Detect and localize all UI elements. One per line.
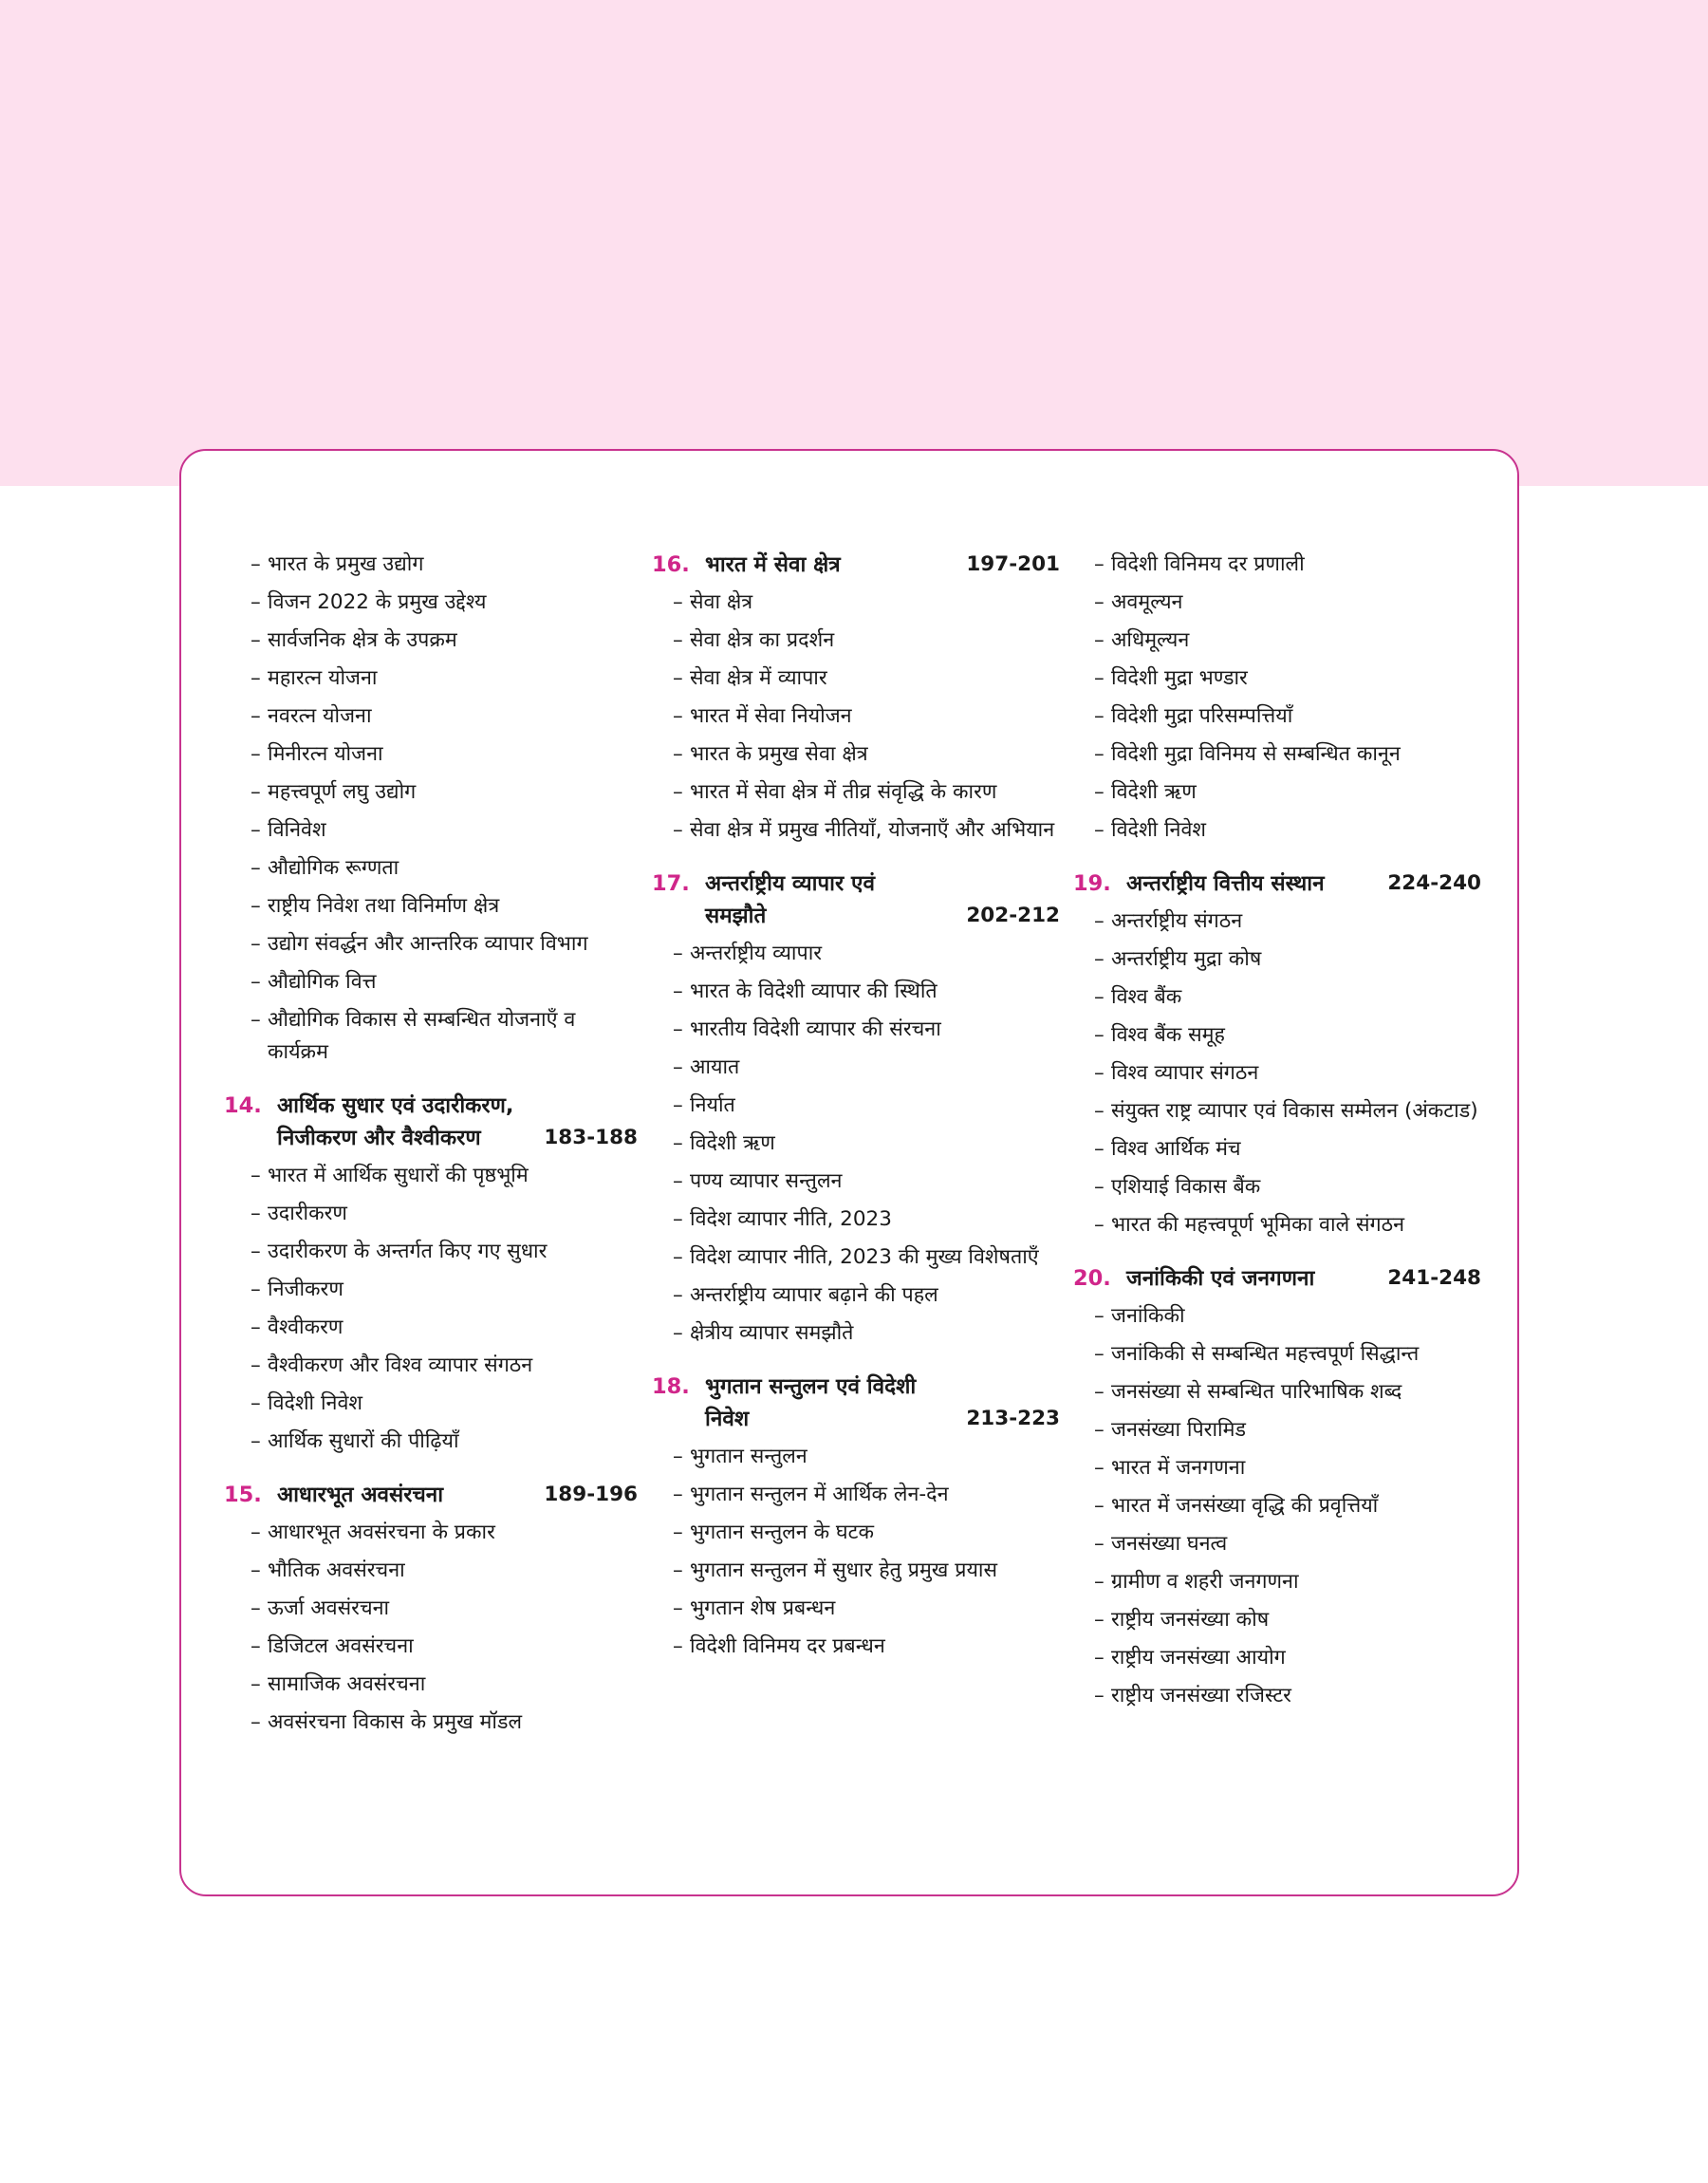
chapter-page-range: 183-188 [544, 1126, 638, 1149]
chapter-number: 19. [1073, 871, 1111, 896]
topic-item: – राष्ट्रीय जनसंख्या कोष [1073, 1604, 1481, 1636]
topic-item: – ऊर्जा अवसंरचना [230, 1593, 638, 1625]
topic-item: – उदारीकरण [230, 1198, 638, 1230]
chapter-page-range: 202-212 [966, 904, 1060, 927]
topic-item: – वैश्वीकरण [230, 1312, 638, 1344]
topic-item: – विदेश व्यापार नीति, 2023 की मुख्य विशेषताएँ [652, 1241, 1060, 1274]
topic-item: – वैश्वीकरण और विश्व व्यापार संगठन [230, 1350, 638, 1382]
topic-item: – विश्व व्यापार संगठन [1073, 1057, 1481, 1090]
topic-item: – अधिमूल्यन [1073, 625, 1481, 657]
topic-item: – भारत के प्रमुख उद्योग [230, 549, 638, 581]
topic-item: – औद्योगिक विकास से सम्बन्धित योजनाएँ व कार्यक्रम [230, 1004, 638, 1069]
topic-item: – भुगतान सन्तुलन [652, 1441, 1060, 1473]
topic-item: – जनसंख्या घनत्व [1073, 1528, 1481, 1560]
chapter-heading [1073, 1262, 1481, 1295]
chapter-number: 14. [224, 1093, 262, 1118]
toc-section [1073, 868, 1481, 1241]
chapter-page-range: 241-248 [1387, 1266, 1481, 1290]
chapter-number: 20. [1073, 1266, 1111, 1291]
chapter-page-range: 224-240 [1387, 871, 1481, 895]
chapter-number: 15. [224, 1483, 262, 1507]
topic-item: – मिनीरत्न योजना [230, 738, 638, 771]
topic-item: – ग्रामीण व शहरी जनगणना [1073, 1566, 1481, 1598]
topic-item: – महारत्न योजना [230, 662, 638, 695]
topic-item: – भुगतान सन्तुलन में सुधार हेतु प्रमुख प्रयास [652, 1555, 1060, 1587]
topic-item: – विदेशी ऋण [652, 1128, 1060, 1160]
topic-item: – राष्ट्रीय जनसंख्या आयोग [1073, 1642, 1481, 1674]
topic-item: – भुगतान सन्तुलन में आर्थिक लेन-देन [652, 1479, 1060, 1511]
topic-list [1073, 549, 1481, 847]
header-band [0, 0, 1708, 486]
topic-item: – विदेश व्यापार नीति, 2023 [652, 1203, 1060, 1236]
chapter-heading [224, 1479, 638, 1511]
toc-section [1073, 1262, 1481, 1712]
topic-item: – आर्थिक सुधारों की पीढ़ियाँ [230, 1426, 638, 1458]
topic-item: – विदेशी मुद्रा भण्डार [1073, 662, 1481, 695]
topic-list [652, 587, 1060, 847]
topic-item: – जनांकिकी से सम्बन्धित महत्त्वपूर्ण सिद्धान्त [1073, 1338, 1481, 1371]
topic-item: – संयुक्त राष्ट्र व्यापार एवं विकास सम्मेलन (अंकटाड) [1073, 1095, 1481, 1128]
contents-column-1 [224, 549, 638, 1745]
topic-item: – अन्तर्राष्ट्रीय मुद्रा कोष [1073, 943, 1481, 976]
chapter-title: भुगतान सन्तुलन एवं विदेशी निवेश [705, 1374, 917, 1431]
topic-item: – विश्व बैंक [1073, 981, 1481, 1014]
topic-item: – क्षेत्रीय व्यापार समझौते [652, 1317, 1060, 1350]
topic-item: – भारत में सेवा नियोजन [652, 700, 1060, 733]
toc-section [224, 1479, 638, 1739]
topic-item: – एशियाई विकास बैंक [1073, 1171, 1481, 1203]
toc-section [224, 1090, 638, 1458]
topic-item: – नवरत्न योजना [230, 700, 638, 733]
topic-item: – आधारभूत अवसंरचना के प्रकार [230, 1517, 638, 1549]
topic-item: – भुगतान शेष प्रबन्धन [652, 1593, 1060, 1625]
topic-list [230, 1517, 638, 1739]
topic-item: – भारत के विदेशी व्यापार की स्थिति [652, 976, 1060, 1008]
topic-item: – विश्व आर्थिक मंच [1073, 1133, 1481, 1166]
topic-item: – सेवा क्षेत्र का प्रदर्शन [652, 625, 1060, 657]
contents-column-3 [1073, 549, 1481, 1718]
topic-item: – अन्तर्राष्ट्रीय व्यापार बढ़ाने की पहल [652, 1279, 1060, 1312]
topic-item: – उदारीकरण के अन्तर्गत किए गए सुधार [230, 1236, 638, 1268]
chapter-page-range: 213-223 [966, 1407, 1060, 1430]
topic-item: – भारत में जनगणना [1073, 1452, 1481, 1484]
chapter-title: आधारभूत अवसंरचना [277, 1483, 444, 1507]
topic-item: – आयात [652, 1052, 1060, 1084]
chapter-heading [652, 549, 1060, 581]
topic-list [230, 1160, 638, 1458]
topic-item: – विदेशी विनिमय दर प्रबन्धन [652, 1631, 1060, 1663]
chapter-number: 17. [652, 871, 690, 896]
topic-item: – अन्तर्राष्ट्रीय व्यापार [652, 938, 1060, 970]
topic-item: – जनसंख्या पिरामिड [1073, 1414, 1481, 1446]
topic-item: – भारत में सेवा क्षेत्र में तीव्र संवृद्धि के कारण [652, 776, 1060, 809]
topic-list [1073, 905, 1481, 1241]
topic-item: – पण्य व्यापार सन्तुलन [652, 1166, 1060, 1198]
topic-item: – विदेशी मुद्रा परिसम्पत्तियाँ [1073, 700, 1481, 733]
topic-item: – डिजिटल अवसंरचना [230, 1631, 638, 1663]
chapter-page-range: 197-201 [966, 552, 1060, 576]
topic-item: – विदेशी निवेश [230, 1388, 638, 1420]
topic-item: – निजीकरण [230, 1274, 638, 1306]
topic-item: – सेवा क्षेत्र में प्रमुख नीतियाँ, योजनाएँ और अभियान [652, 814, 1060, 847]
topic-item: – औद्योगिक वित्त [230, 966, 638, 998]
topic-item: – सेवा क्षेत्र [652, 587, 1060, 619]
topic-item: – भारत में जनसंख्या वृद्धि की प्रवृत्तियाँ [1073, 1490, 1481, 1522]
topic-item: – राष्ट्रीय निवेश तथा विनिर्माण क्षेत्र [230, 890, 638, 923]
topic-item: – अवमूल्यन [1073, 587, 1481, 619]
chapter-title: अन्तर्राष्ट्रीय व्यापार एवं समझौते [705, 871, 875, 928]
toc-section [652, 868, 1060, 1350]
topic-item: – विश्व बैंक समूह [1073, 1019, 1481, 1052]
topic-item: – जनसंख्या से सम्बन्धित पारिभाषिक शब्द [1073, 1376, 1481, 1409]
chapter-title: भारत में सेवा क्षेत्र [705, 552, 841, 577]
topic-item: – विनिवेश [230, 814, 638, 847]
chapter-title: अन्तर्राष्ट्रीय वित्तीय संस्थान [1126, 871, 1325, 896]
topic-item: – विदेशी ऋण [1073, 776, 1481, 809]
chapter-heading [652, 1371, 1060, 1435]
topic-item: – सार्वजनिक क्षेत्र के उपक्रम [230, 625, 638, 657]
topic-item: – अन्तर्राष्ट्रीय संगठन [1073, 905, 1481, 938]
topic-item: – जनांकिकी [1073, 1300, 1481, 1333]
topic-item: – भुगतान सन्तुलन के घटक [652, 1517, 1060, 1549]
chapter-title: आर्थिक सुधार एवं उदारीकरण, निजीकरण और वैश्वीकरण [277, 1093, 514, 1150]
chapter-number: 18. [652, 1374, 690, 1399]
chapter-number: 16. [652, 552, 690, 577]
topic-list [1073, 1300, 1481, 1712]
toc-section [652, 1371, 1060, 1663]
toc-section [1073, 549, 1481, 847]
toc-section [230, 549, 638, 1069]
topic-item: – विदेशी मुद्रा विनिमय से सम्बन्धित कानून [1073, 738, 1481, 771]
topic-item: – औद्योगिक रूग्णता [230, 852, 638, 885]
topic-item: – भारत में आर्थिक सुधारों की पृष्ठभूमि [230, 1160, 638, 1192]
chapter-heading [1073, 868, 1481, 900]
topic-item: – अवसंरचना विकास के प्रमुख मॉडल [230, 1707, 638, 1739]
topic-item: – सामाजिक अवसंरचना [230, 1669, 638, 1701]
chapter-heading [224, 1090, 638, 1154]
chapter-title: जनांकिकी एवं जनगणना [1126, 1266, 1315, 1291]
toc-section [652, 549, 1060, 847]
topic-item: – राष्ट्रीय जनसंख्या रजिस्टर [1073, 1680, 1481, 1712]
topic-item: – भौतिक अवसंरचना [230, 1555, 638, 1587]
topic-item: – भारत के प्रमुख सेवा क्षेत्र [652, 738, 1060, 771]
topic-item: – विदेशी निवेश [1073, 814, 1481, 847]
chapter-page-range: 189-196 [544, 1483, 638, 1506]
topic-list [652, 938, 1060, 1350]
topic-item: – उद्योग संवर्द्धन और आन्तरिक व्यापार विभाग [230, 928, 638, 961]
chapter-heading [652, 868, 1060, 932]
topic-list [230, 549, 638, 1069]
contents-column-2 [652, 549, 1060, 1669]
topic-item: – भारतीय विदेशी व्यापार की संरचना [652, 1014, 1060, 1046]
topic-item: – विदेशी विनिमय दर प्रणाली [1073, 549, 1481, 581]
topic-item: – निर्यात [652, 1090, 1060, 1122]
topic-list [652, 1441, 1060, 1663]
topic-item: – भारत की महत्त्वपूर्ण भूमिका वाले संगठन [1073, 1209, 1481, 1241]
topic-item: – विजन 2022 के प्रमुख उद्देश्य [230, 587, 638, 619]
topic-item: – सेवा क्षेत्र में व्यापार [652, 662, 1060, 695]
topic-item: – महत्त्वपूर्ण लघु उद्योग [230, 776, 638, 809]
